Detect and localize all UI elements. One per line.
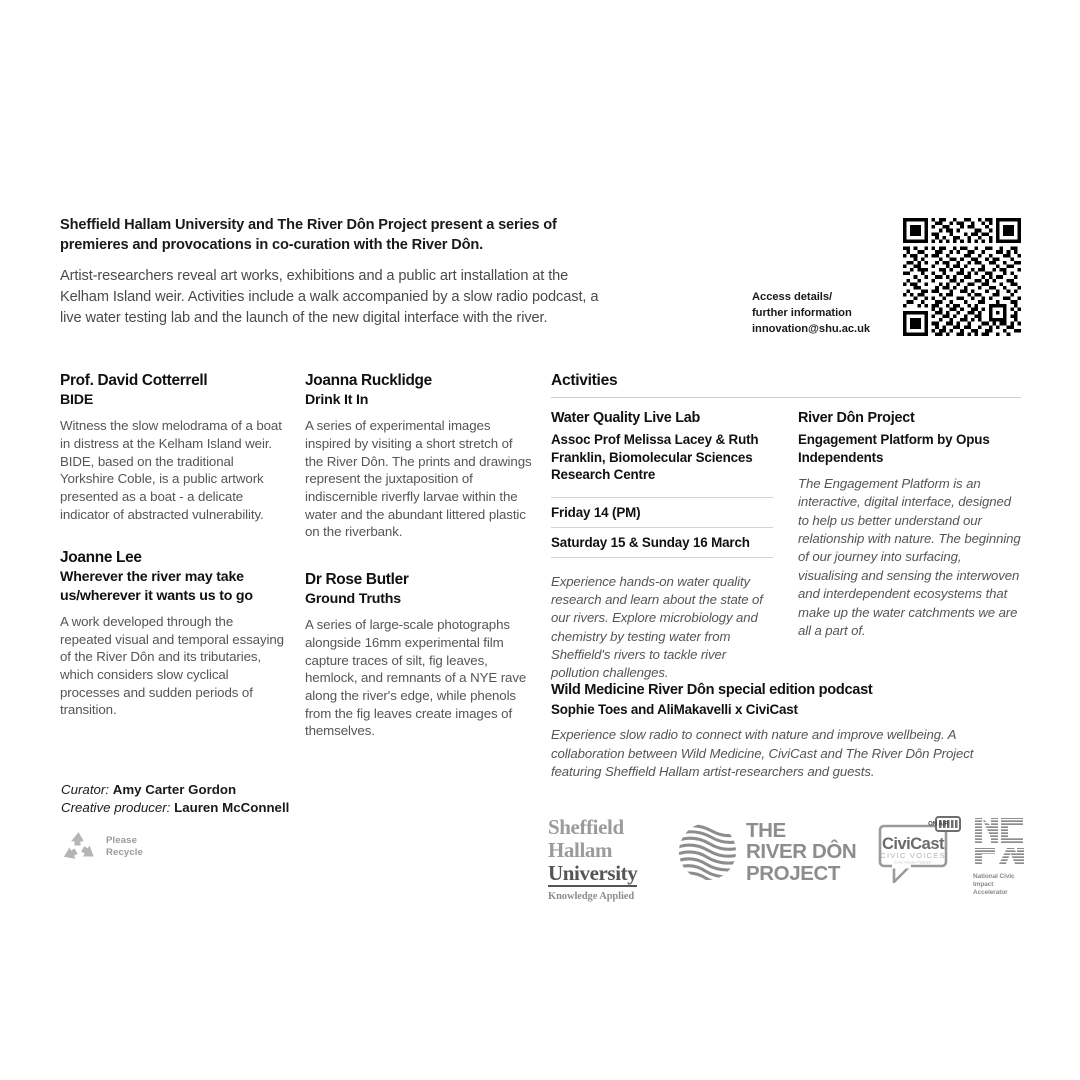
artist-entry [305,571,533,740]
podcast-section [551,682,1021,782]
access-email[interactable]: innovation@shu.ac.uk [752,323,871,336]
civicast-name-text: CiviCast [881,835,945,853]
ncia-caption [973,873,1029,897]
artist-name: Prof. David Cotterrell [60,372,208,389]
recycle-line-2: Recycle [106,847,143,858]
producer-name: Lauren McConnell [174,800,290,816]
production-credits [61,781,289,817]
ncia-caption-line-1: National Civic [973,873,1015,880]
activity-date-one: Friday 14 (PM) [551,504,641,520]
activity-description: The Engagement Platform is an interactive, digital interface, designed to help us better understand our relationship with nature. The beginning of our journey into surfacing, visualising and sensing the interwoven and interdependent ecosystems that make up the water catchments we are all a part of. [798,476,1021,638]
shu-line-3: University [548,861,638,885]
rdp-line-3: PROJECT [746,861,841,885]
artist-entry [60,372,288,523]
podcast-credit: Sophie Toes and AliMakavelli x CiviCast [551,702,798,717]
curator-line [61,781,289,799]
artist-work-title: Ground Truths [305,590,401,607]
podcast-description: Experience slow radio to connect with nature and improve wellbeing. A collaboration between Wild Medicine, CiviCast and The River Dôn Project featuring Sheffield Hallam artist-researchers and guests. [551,727,974,780]
river-globe-icon [678,822,737,881]
recycle-line-1: Please [106,834,138,846]
header-block [60,216,605,329]
access-line-2: further information [752,307,852,320]
ncia-caption-line-2: Impact Accelerator [973,881,1008,896]
curator-name: Amy Carter Gordon [112,782,237,797]
producer-label: Creative producer: [61,800,171,816]
river-don-project-logo [678,820,856,884]
section-divider [551,397,1021,398]
rdp-wordmark [746,820,856,884]
civicast-tagline-text: CIVIC VOICES [880,851,946,860]
artist-description: Witness the slow melodrama of a boat in distress at the Kelham Island weir. BIDE, based on the traditional Yorkshire Coble, is a public artwork presented as a boat - a delicate indicator of abstracted vulnerability. [60,418,282,522]
activities-section [551,372,1021,683]
header-body-text: Artist-researchers reveal art works, exhibitions and a public art installation at the Kelham Island weir. Activities include a walk accompanied by a slow radio podcast, a live water testing lab and the launch of the new digital interface with the river. [60,267,599,326]
activity-presenters: Assoc Prof Melissa Lacey & Ruth Franklin, Biomolecular Sciences Research Centre [551,432,759,483]
activity-river-don-project [798,409,1021,683]
activity-title: River Dôn Project [798,410,915,426]
shu-tagline: Knowledge Applied [548,891,635,902]
activity-water-quality-live-lab [551,409,773,683]
recycle-icon [60,830,98,864]
artist-name: Joanne Lee [60,549,142,567]
artist-work-title: BIDE [60,391,94,408]
rdp-line-2: RIVER DÔN [746,840,857,864]
artist-entry [60,549,288,719]
artists-column-two [305,372,533,740]
qr-code[interactable] [903,218,1021,336]
access-line-1: Access details/ [752,291,833,303]
artist-entry [305,372,533,541]
activity-title: Water Quality Live Lab [551,410,701,426]
shu-line-2: Hallam [548,838,613,862]
header-lead-text: Sheffield Hallam University and The River Dôn Project present a series of premieres and provocations in co-curation with the River Dôn. [60,217,557,253]
artist-description: A series of large-scale photographs alongside 16mm experimental film capture traces of silt, fig leaves, hemlock, and remnants of a NYE rave along the river's edge, while phenols from the fig leaves create images of themselves. [305,617,527,739]
activities-heading: Activities [551,372,618,389]
artist-work-title: Wherever the river may take us/wherever it wants us to go [60,569,253,604]
curator-label: Curator: [61,782,110,797]
recycle-text [106,835,143,860]
podcast-title: Wild Medicine River Dôn special edition podcast [551,682,873,698]
partner-logos [548,812,1028,902]
artist-description: A series of experimental images inspired by visiting a short stretch of the River Dôn. The prints and drawings represent the juxtaposition of indiscernible riverfly larvae within the water and the abundant littered plastic on the riverbank. [305,418,532,540]
svg-text:Civic Voices Podcast: Civic Voices Podcast [894,860,932,865]
civicast-logo [878,816,962,886]
artist-name: Joanna Rucklidge [305,372,432,389]
ncia-logo [973,816,1029,896]
ncia-monogram-icon [973,816,1029,866]
access-details [752,289,892,337]
civicast-speech-bubble-icon [878,816,962,886]
rdp-line-1: THE [746,819,786,842]
activity-date-two: Saturday 15 & Sunday 16 March [551,534,750,550]
artist-name: Dr Rose Butler [305,570,409,588]
activity-presenters: Engagement Platform by Opus Independents [798,432,990,465]
sheffield-hallam-university-logo [548,817,658,902]
artists-column-one [60,372,288,719]
recycle-notice [60,830,143,864]
artist-description: A work developed through the repeated visual and temporal essaying of the River Dôn and its tributaries, which considers slow cyclical processes and sudden periods of transition. [60,613,284,718]
producer-line [61,799,289,817]
artist-work-title: Drink It In [305,391,369,408]
civicast-onair-text: ON AIR [928,821,949,828]
shu-line-1: Sheffield [548,815,624,839]
activity-description: Experience hands-on water quality research and learn about the state of our rivers. Explore microbiology and chemistry by testing water from Sheffield's rivers to tackle river pollution challenges. [551,573,763,681]
